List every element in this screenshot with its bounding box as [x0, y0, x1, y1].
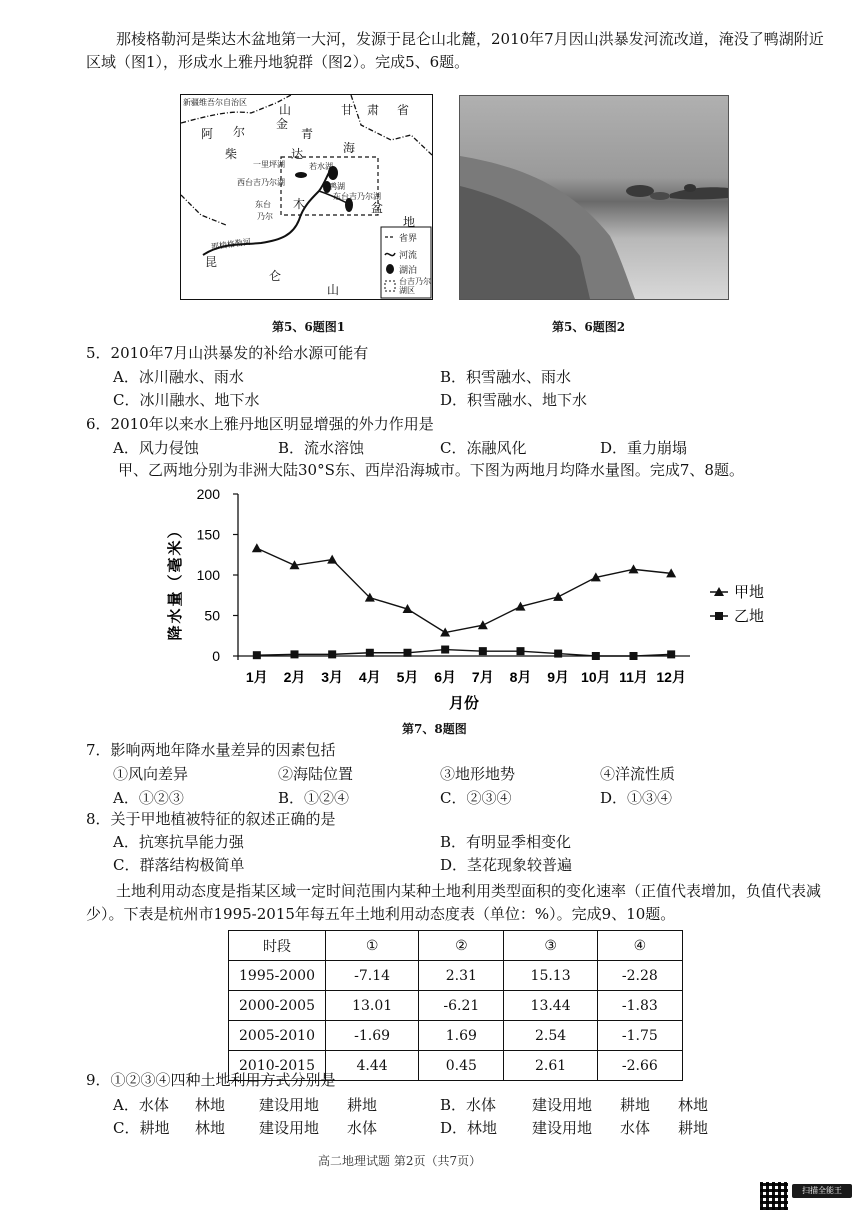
- question-7-factor-2: ②海陆位置: [278, 765, 354, 783]
- x-tick-label: 3月: [321, 669, 344, 685]
- question-5-option-d[interactable]: D．积雪融水、地下水: [440, 391, 588, 409]
- question-8-option-c[interactable]: C．群落结构极简单: [113, 856, 245, 874]
- map-label: 尔: [233, 125, 246, 139]
- table-cell: 1.69: [419, 1021, 504, 1051]
- question-6-option-a[interactable]: A．风力侵蚀: [113, 439, 199, 457]
- question-5-stem: 5．2010年7月山洪暴发的补给水源可能有: [86, 344, 369, 362]
- data-point-yi: [404, 649, 412, 657]
- x-tick-label: 7月: [471, 669, 494, 685]
- qr-code-icon: [760, 1182, 788, 1210]
- option-text: A．水体: [113, 1096, 169, 1114]
- table-row: [229, 961, 683, 991]
- map-label: 阿: [201, 127, 214, 141]
- option-text: 建设用地: [532, 1119, 593, 1137]
- x-tick-label: 4月: [358, 669, 381, 685]
- map-label: 昆: [205, 255, 218, 269]
- option-text: 林地: [195, 1119, 226, 1137]
- map-label: 肃: [367, 103, 380, 117]
- x-tick-label: 9月: [547, 669, 570, 685]
- map-label: 乃尔: [257, 212, 273, 221]
- option-text: B．水体: [440, 1096, 497, 1114]
- table-row: [229, 991, 683, 1021]
- option-text: 水体: [347, 1119, 378, 1137]
- question-9-option-c[interactable]: [113, 1118, 378, 1138]
- y-tick-label: 0: [212, 648, 220, 664]
- intro-paragraph-5-6: 那棱格勒河是柴达木盆地第一大河，发源于昆仑山北麓，2010年7月因山洪暴发河流改道，淹没了鸭湖附近区域（图1），形成水上雅丹地貌群（图2）。完成5、6题。: [86, 30, 824, 71]
- question-7-option-c[interactable]: C．②③④: [440, 789, 512, 807]
- option-text: 建设用地: [259, 1119, 320, 1137]
- y-tick-label: 200: [196, 486, 220, 502]
- x-axis-title: 月份: [448, 695, 480, 712]
- page-footer: 高二地理试题 第2页（共7页）: [318, 1154, 482, 1168]
- map-label: 省: [397, 103, 410, 117]
- chart-caption: 第7、8题图: [402, 722, 467, 736]
- data-point-jia: [327, 555, 337, 564]
- legend-marker-yi: [715, 612, 723, 620]
- intro-paragraph-7-8: 甲、乙两地分别为非洲大陆30°S东、西岸沿海城市。下图为两地月均降水量图。完成7、8题。: [118, 461, 744, 479]
- y-tick-label: 100: [196, 567, 220, 583]
- table-cell: 2010-2015: [229, 1051, 326, 1081]
- data-point-yi: [554, 650, 562, 658]
- option-text: 建设用地: [532, 1096, 593, 1114]
- option-text: 林地: [195, 1096, 226, 1114]
- option-text: 水体: [620, 1119, 651, 1137]
- option-text: 林地: [678, 1096, 709, 1114]
- table-header-row: [229, 931, 683, 961]
- question-8-option-b[interactable]: B．有明显季相变化: [440, 833, 572, 851]
- table-cell: -2.66: [597, 1051, 682, 1081]
- precipitation-chart: [150, 480, 790, 720]
- data-point-yi: [328, 650, 336, 658]
- y-axis-title: 降水量（毫米）: [167, 521, 184, 641]
- data-point-yi: [441, 646, 449, 654]
- table-cell: 2.61: [504, 1051, 597, 1081]
- map-label: 青: [301, 127, 314, 141]
- data-point-yi: [630, 652, 638, 660]
- table-header: ④: [597, 931, 682, 961]
- question-6-option-b[interactable]: B．流水溶蚀: [278, 439, 365, 457]
- map-label: 山: [279, 103, 292, 117]
- series-line-jia: [257, 548, 671, 632]
- figure-2-caption: 第5、6题图2: [552, 320, 626, 334]
- question-5-option-a[interactable]: A．冰川融水、雨水: [113, 368, 244, 386]
- table-cell: 4.44: [326, 1051, 419, 1081]
- map-label: 山: [327, 283, 340, 297]
- legend-label-yi: 乙地: [734, 608, 765, 625]
- table-header: 时段: [229, 931, 326, 961]
- question-7-stem: 7．影响两地年降水量差异的因素包括: [86, 741, 336, 759]
- data-point-jia: [553, 592, 563, 601]
- series-line-yi: [257, 650, 671, 656]
- table-header: ②: [419, 931, 504, 961]
- data-point-yi: [366, 649, 374, 657]
- option-text: 耕地: [678, 1119, 709, 1137]
- table-cell: -1.83: [597, 991, 682, 1021]
- x-tick-label: 5月: [396, 669, 419, 685]
- data-point-yi: [291, 650, 299, 658]
- data-point-yi: [667, 650, 675, 658]
- question-6-option-d[interactable]: D．重力崩塌: [600, 439, 688, 457]
- scanner-watermark: [760, 1182, 852, 1214]
- table-cell: 2.54: [504, 1021, 597, 1051]
- data-point-yi: [253, 651, 261, 659]
- legend-lake-area: 台吉乃尔湖区: [399, 277, 431, 295]
- table-cell: 2005-2010: [229, 1021, 326, 1051]
- x-tick-label: 10月: [581, 669, 611, 685]
- map-label-ruoshui: 若水湖: [309, 162, 333, 171]
- option-text: C．耕地: [113, 1119, 170, 1137]
- question-5-option-b[interactable]: B．积雪融水、雨水: [440, 368, 572, 386]
- legend-lake: 湖泊: [399, 266, 418, 276]
- map-label: 木: [293, 197, 306, 211]
- question-7-option-a[interactable]: A．①②③: [113, 789, 184, 807]
- question-9-option-a[interactable]: [113, 1095, 378, 1115]
- intro-paragraph-9-10: 土地利用动态度是指某区域一定时间范围内某种土地利用类型面积的变化速率（正值代表增加，负值代表减少）。下表是杭州市1995-2015年每五年土地利用动态度表（单位：%）。完成9、10题。: [86, 882, 822, 923]
- map-label: 柴: [225, 147, 238, 161]
- figure-2-photo: [459, 95, 729, 300]
- question-9-option-b[interactable]: [440, 1095, 709, 1115]
- y-tick-label: 150: [196, 526, 220, 543]
- table-cell: 13.44: [504, 991, 597, 1021]
- question-8-stem: 8．关于甲地植被特征的叙述正确的是: [86, 810, 336, 828]
- question-6-option-c[interactable]: C．冻融风化: [440, 439, 527, 457]
- map-label-xitai: 西台吉乃尔湖: [237, 178, 285, 187]
- table-cell: 15.13: [504, 961, 597, 991]
- x-tick-label: 11月: [619, 669, 648, 685]
- figure-1-caption: 第5、6题图1: [272, 320, 346, 334]
- land-use-table: [228, 930, 683, 1081]
- question-8-option-a[interactable]: A．抗寒抗旱能力强: [113, 833, 244, 851]
- map-label: 盆: [371, 201, 384, 215]
- figure-1-map: [180, 94, 433, 300]
- table-cell: 1995-2000: [229, 961, 326, 991]
- x-tick-label: 8月: [509, 669, 532, 685]
- table-cell: -1.69: [326, 1021, 419, 1051]
- lake-yiliping: [295, 172, 307, 178]
- map-label: 达: [291, 147, 304, 161]
- map-label: 东台: [255, 200, 271, 209]
- table-cell: 13.01: [326, 991, 419, 1021]
- map-label-yiliping: 一里坪湖: [253, 160, 285, 169]
- table-header: ①: [326, 931, 419, 961]
- scanner-label: 扫描全能王: [792, 1184, 852, 1198]
- data-point-yi: [517, 647, 525, 655]
- table-header: ③: [504, 931, 597, 961]
- x-tick-label: 1月: [245, 669, 268, 685]
- map-label-dongtai: 东台吉乃尔湖: [333, 192, 381, 201]
- question-7-option-d[interactable]: D．①③④: [600, 789, 673, 807]
- map-label: 地: [403, 215, 416, 229]
- question-9-stem: 9．①②③④四种土地利用方式分别是: [86, 1071, 336, 1089]
- question-8-option-d[interactable]: D．茎花现象较普遍: [440, 856, 573, 874]
- map-label-river: 那棱格勒河: [210, 237, 252, 252]
- option-text: D．林地: [440, 1119, 498, 1137]
- data-point-yi: [592, 652, 600, 660]
- table-cell: 0.45: [419, 1051, 504, 1081]
- option-text: 耕地: [347, 1096, 378, 1114]
- table-cell: 2.31: [419, 961, 504, 991]
- table-cell: 2000-2005: [229, 991, 326, 1021]
- map-label-xinjiang: 新疆维吾尔自治区: [183, 98, 247, 107]
- legend-label-jia: 甲地: [734, 584, 765, 601]
- data-point-jia: [478, 620, 488, 629]
- map-label-yahu: 鸭湖: [329, 182, 345, 191]
- x-tick-label: 2月: [283, 669, 306, 685]
- map-label: 海: [343, 141, 356, 155]
- yardang-photo-drawing: [460, 96, 728, 299]
- question-5-option-c[interactable]: C．冰川融水、地下水: [113, 391, 260, 409]
- table-row: [229, 1021, 683, 1051]
- map-label: 金: [276, 117, 289, 131]
- data-point-jia: [629, 564, 639, 573]
- question-6-stem: 6．2010年以来水上雅丹地区明显增强的外力作用是: [86, 415, 434, 433]
- table-cell: -6.21: [419, 991, 504, 1021]
- x-tick-label: 12月: [656, 669, 686, 685]
- table-cell: -7.14: [326, 961, 419, 991]
- map-label: 仑: [269, 269, 282, 283]
- question-7-factor-1: ①风向差异: [113, 765, 189, 783]
- option-text: 耕地: [620, 1096, 651, 1114]
- legend-river: 河流: [399, 251, 418, 261]
- question-7-option-b[interactable]: B．①②④: [278, 789, 350, 807]
- table-cell: -1.75: [597, 1021, 682, 1051]
- y-tick-label: 50: [204, 607, 220, 624]
- option-text: 建设用地: [259, 1096, 320, 1114]
- question-7-factor-4: ④洋流性质: [600, 765, 676, 783]
- table-cell: -2.28: [597, 961, 682, 991]
- legend-border: 省界: [399, 234, 418, 244]
- question-9-option-d[interactable]: [440, 1118, 709, 1138]
- question-7-factor-3: ③地形地势: [440, 765, 516, 783]
- x-tick-label: 6月: [434, 669, 457, 685]
- map-label: 甘: [341, 103, 354, 117]
- data-point-yi: [479, 647, 487, 655]
- data-point-jia: [252, 543, 262, 552]
